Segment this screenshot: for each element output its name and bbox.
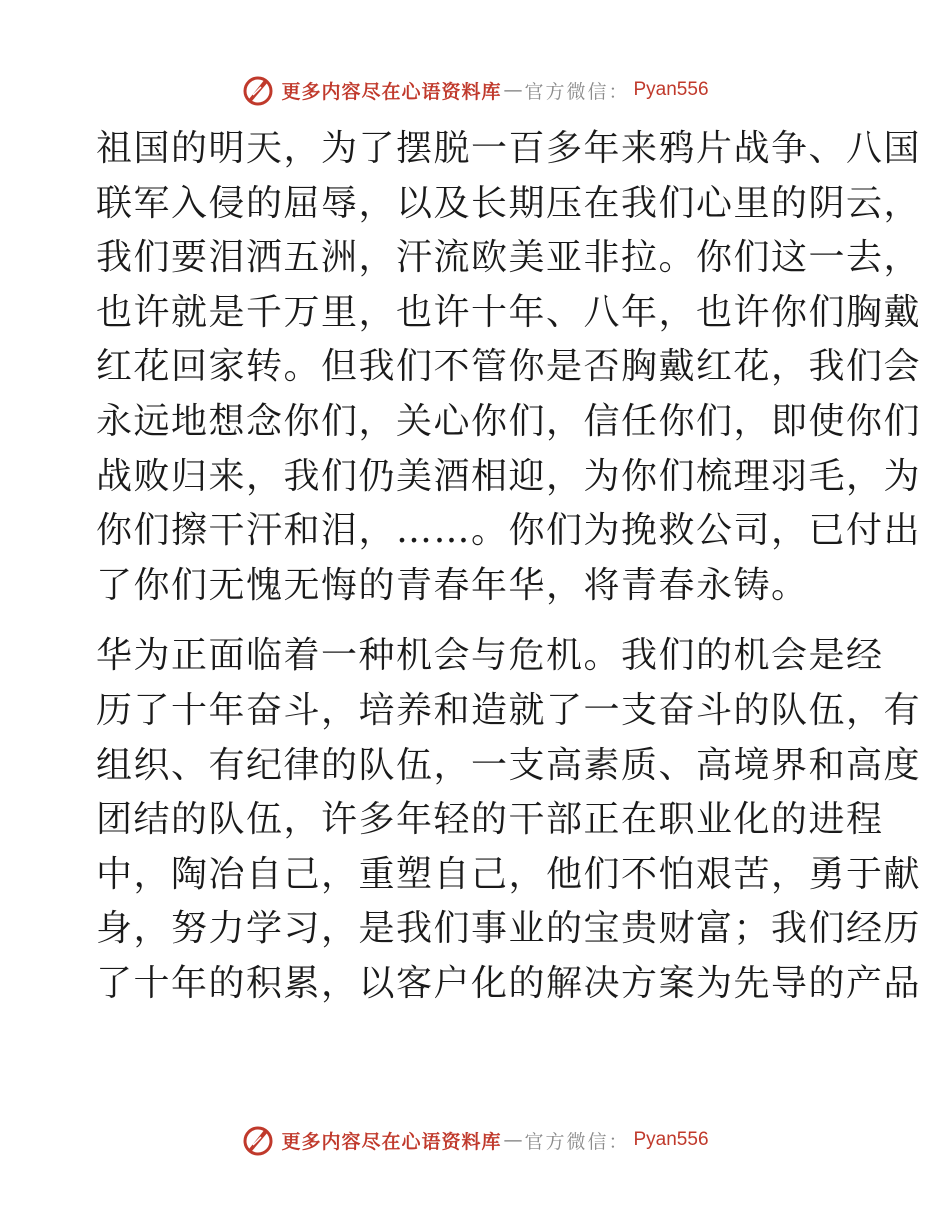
text-line: 联军入侵的屈辱，以及长期压在我们心里的阴云， <box>96 182 922 224</box>
text-line: 永远地想念你们，关心你们，信任你们，即使你们 <box>96 400 922 442</box>
text-line: 团结的队伍，许多年轻的干部正在职业化的进程 <box>96 799 884 841</box>
text-line: 了十年的积累，以客户化的解决方案为先导的产品 <box>96 962 922 1004</box>
text-line: 华为正面临着一种机会与危机。我们的机会是经 <box>96 635 884 677</box>
text-line: 红花回家转。但我们不管你是否胸戴红花，我们会 <box>96 346 922 388</box>
text-line: 祖国的明天，为了摆脱一百多年来鸦片战争、八国 <box>96 128 922 169</box>
text-line: 战败归来，我们仍美酒相迎，为你们梳理羽毛，为 <box>96 455 922 497</box>
feather-pen-logo-icon <box>241 1123 275 1157</box>
text-line: 组织、有纪律的队伍，一支高素质、高境界和高度 <box>96 744 922 786</box>
banner-site-name: 更多内容尽在心语资料库 <box>281 80 502 103</box>
text-line: 你们擦干汗和泪，……。你们为挽救公司，已付出 <box>96 510 922 552</box>
banner-wechat-label: 官方微信： <box>524 80 630 103</box>
paragraph-gap <box>96 613 856 629</box>
paragraph-2 <box>96 629 922 1011</box>
text-line: 也许就是千万里，也许十年、八年，也许你们胸戴 <box>96 291 922 333</box>
banner-wechat-account: Pyan556 <box>633 1129 709 1150</box>
text-line: 了你们无愧无悔的青春年华，将青春永铸。 <box>96 564 809 606</box>
banner-wechat-account: Pyan556 <box>633 79 709 100</box>
feather-pen-logo-icon <box>241 73 275 107</box>
text-line: 历了十年奋斗，培养和造就了一支奋斗的队伍，有 <box>96 689 922 731</box>
banner-site-name: 更多内容尽在心语资料库 <box>281 1130 502 1153</box>
text-line: 身，努力学习，是我们事业的宝贵财富；我们经历 <box>96 908 922 950</box>
text-line: 我们要泪洒五洲，汗流欧美亚非拉。你们这一去， <box>96 237 922 279</box>
paragraph-1 <box>96 122 922 613</box>
header-banner <box>0 70 950 110</box>
text-line: 中，陶冶自己，重塑自己，他们不怕艰苦，勇于献 <box>96 853 922 895</box>
banner-separator: — <box>503 79 523 101</box>
banner-wechat-label: 官方微信： <box>524 1130 630 1153</box>
document-body <box>96 122 922 1012</box>
banner-separator: — <box>503 1129 523 1151</box>
footer-banner <box>0 1120 950 1160</box>
